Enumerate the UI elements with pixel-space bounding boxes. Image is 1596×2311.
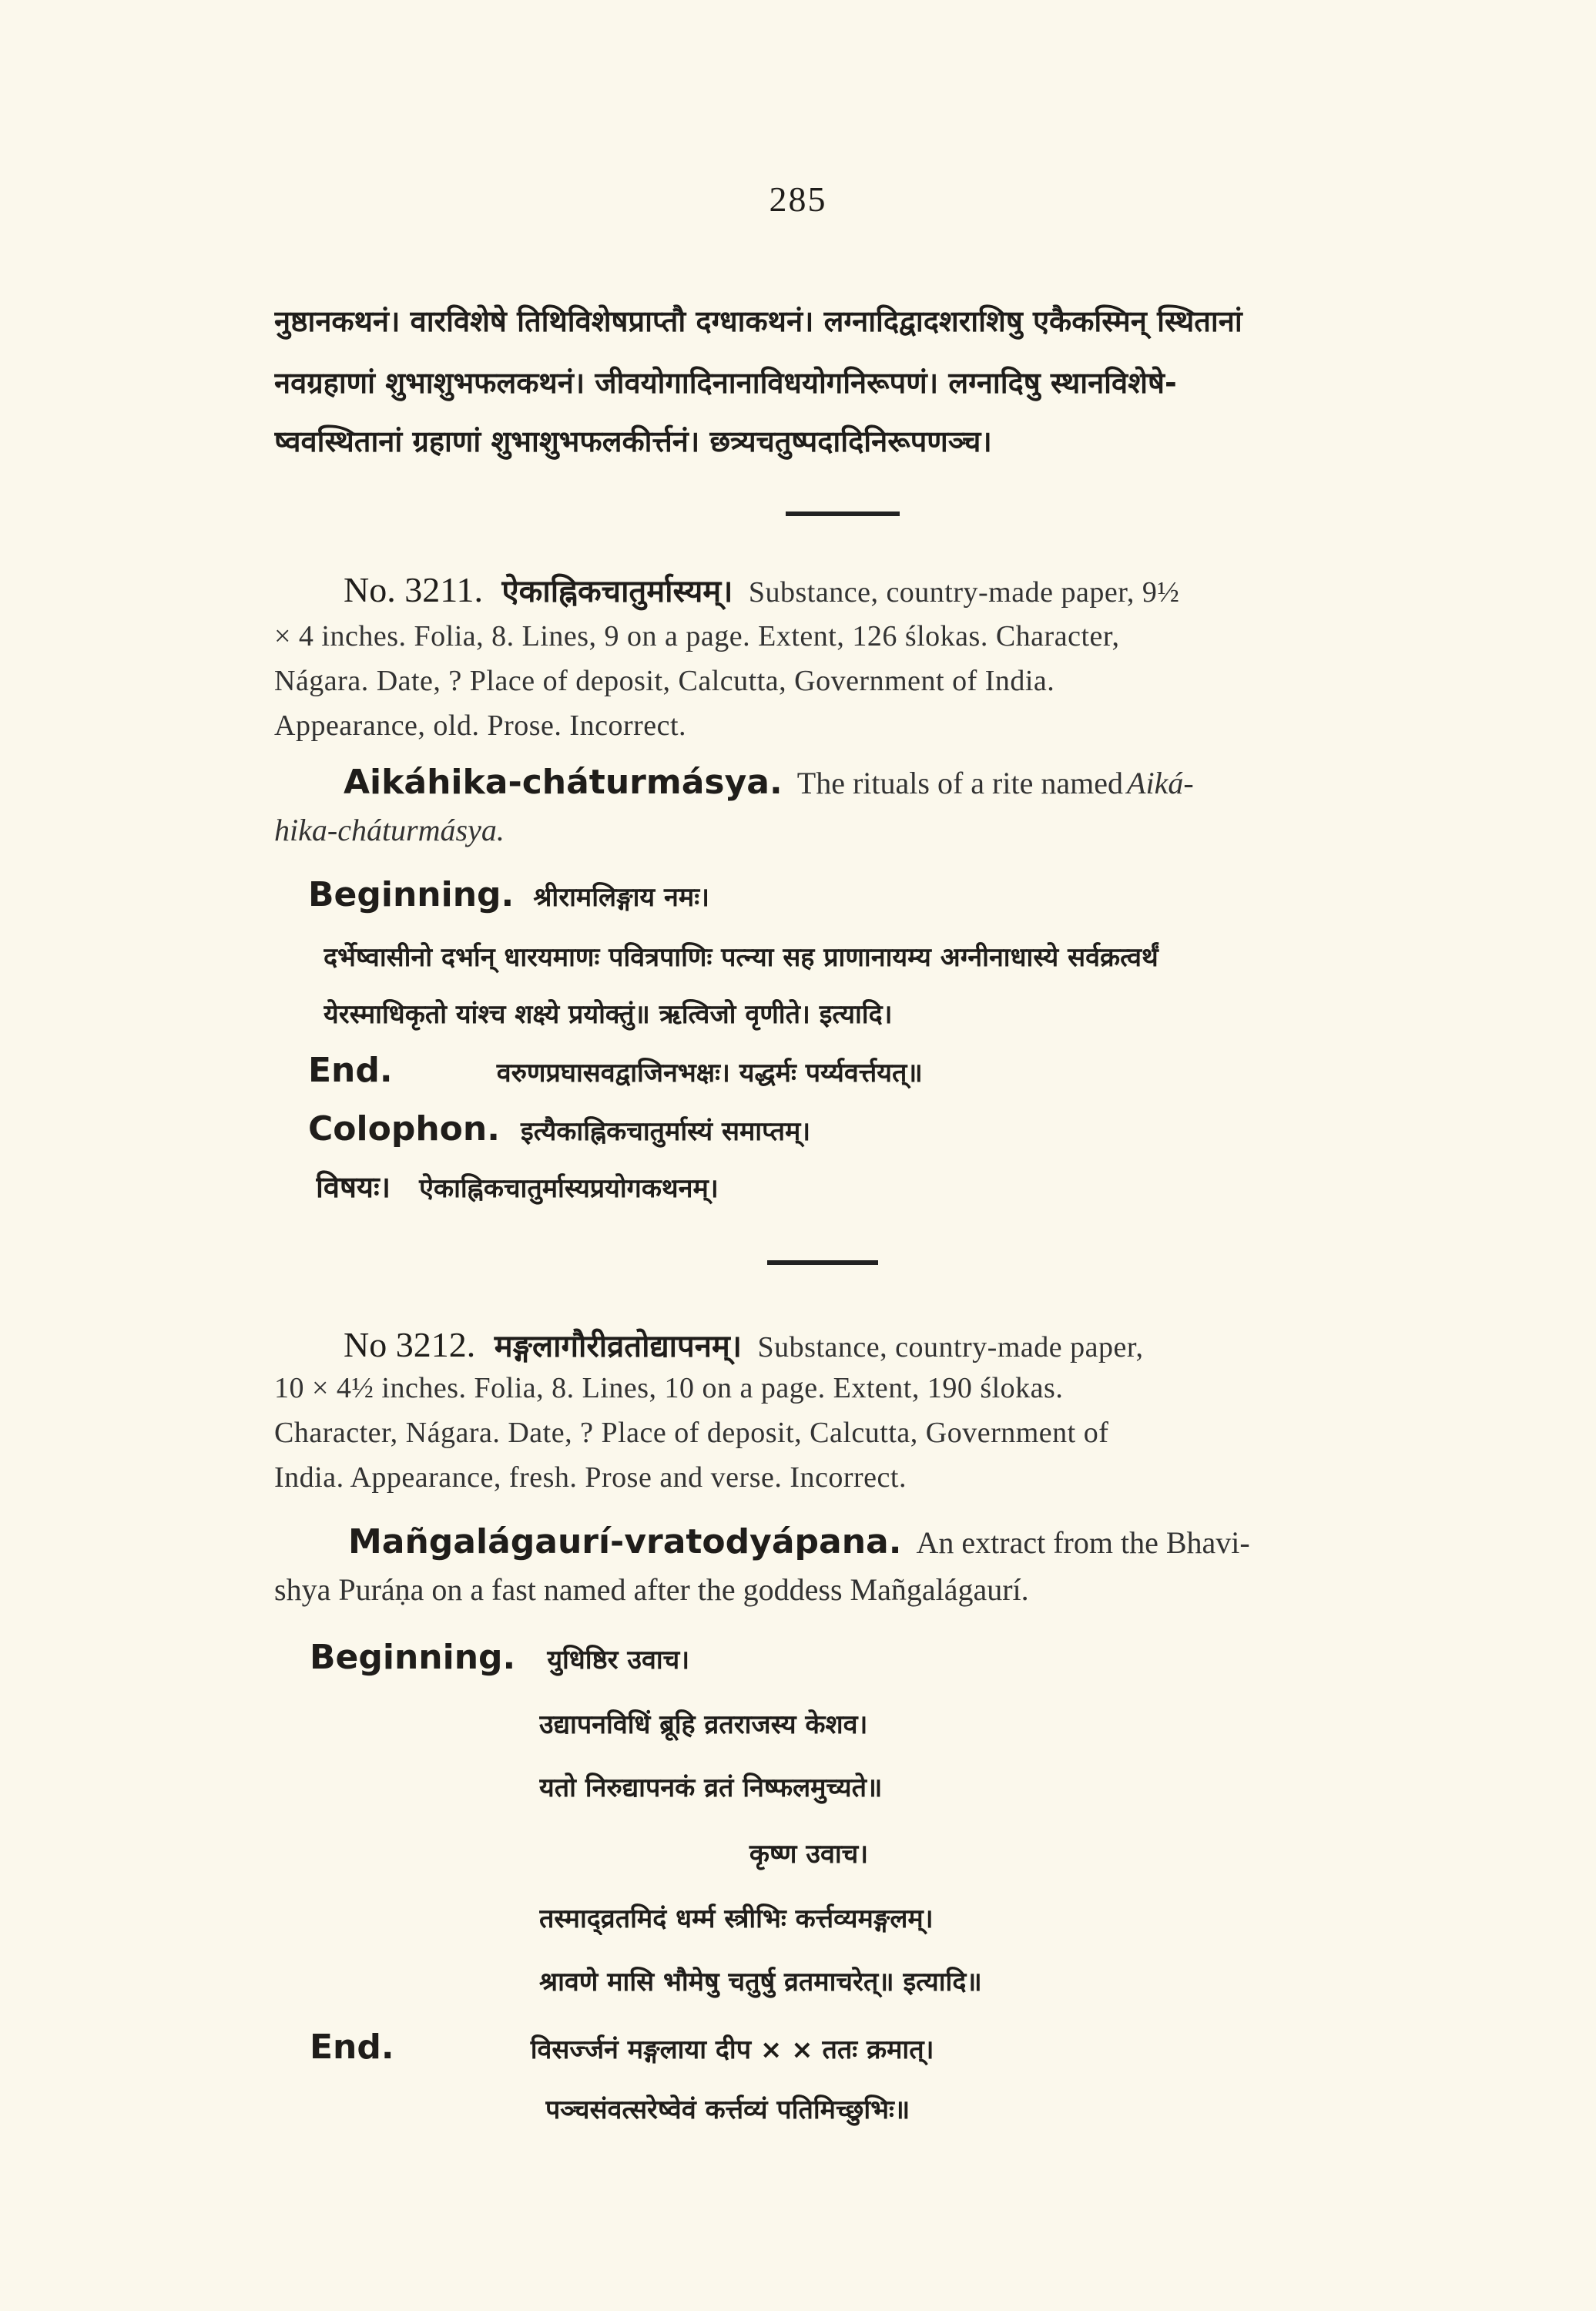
entry-3212-header: [344, 1323, 1427, 1366]
entry-3211-title-line: [344, 763, 1427, 802]
entry-3212-title-line: [348, 1522, 1427, 1561]
end-verse-1: विसर्ज्जनं मङ्गलाया दीप × × ततः क्रमात्।: [530, 2034, 934, 2065]
colophon-row: [308, 1109, 1427, 1149]
intro-line-1: नुष्ठानकथनं। वारविशेषे तिथिविशेषप्राप्तौ दग्धाकथनं। लग्नादिद्वादशराशिषु एकैकस्मिन् स्थितानां: [274, 304, 1242, 338]
subject-text: ऐकाह्निकचातुर्मास्यप्रयोगकथनम्।: [419, 1173, 719, 1204]
section-divider: [767, 1260, 878, 1265]
colophon-label: Colophon.: [308, 1109, 500, 1149]
subject-label: विषयः।: [316, 1170, 391, 1204]
subject-row: [316, 1166, 1427, 1206]
beginning-text: युधिष्ठिर उवाच।: [547, 1645, 690, 1675]
beginning-label: Beginning.: [310, 1638, 516, 1677]
end-row: [310, 2028, 1427, 2067]
entry-title-desc-cont: shya Puráṇa on a fast named after the goddess Mañgalágaurí.: [274, 1572, 1029, 1607]
entry-title-italic-cont: hika-cháturmásya.: [274, 813, 505, 847]
entry-desc-first: Substance, country-made paper, 9½: [748, 576, 1180, 609]
entry-title-desc: The rituals of a rite named: [796, 766, 1123, 800]
end-row: [308, 1051, 1427, 1090]
end-text: वरुणप्रघासवद्वाजिनभक्षः। यद्धर्मः पर्य्यवर्त्तयत्॥: [496, 1058, 923, 1088]
beginning-row: [308, 875, 1427, 914]
beginning-line: दर्भेष्वासीनो दर्भान् धारयमाणः पवित्रपाणिः पत्न्या सह प्राणानायम्य अग्नीनाधास्ये सर्वक्रत्वर्थं: [324, 942, 1158, 973]
verse-line: यतो निरुद्यापनकं व्रतं निष्फलमुच्यते॥: [539, 1773, 883, 1803]
entry-3211-header: [344, 569, 1427, 611]
verse-line: श्रावणे मासि भौमेषु चतुर्षु व्रतमाचरेत्॥ इत्यादि॥: [539, 1967, 982, 1997]
entry-sanskrit-title: ऐकाह्निकचातुर्मास्यम्।: [501, 574, 733, 609]
entry-number: No. 3211.: [344, 570, 484, 609]
entry-desc-line: 10 × 4½ inches. Folia, 8. Lines, 10 on a page. Extent, 190 ślokas.: [274, 1372, 1064, 1404]
verse-line: तस्माद्व्रतमिदं धर्म्म स्त्रीभिः कर्त्तव्यमङ्गलम्।: [539, 1903, 934, 1934]
intro-line-3: ष्ववस्थितानां ग्रहाणां शुभाशुभफलकीर्त्तनं। छत्र्यचतुष्पदादिनिरूपणञ्च।: [274, 424, 992, 458]
beginning-row: [310, 1638, 1427, 1677]
entry-title: Aikáhika-cháturmásya.: [344, 763, 783, 802]
colophon-text: इत्यैकाह्निकचातुर्मास्यं समाप्तम्।: [521, 1116, 811, 1147]
intro-line-2: नवग्रहाणां शुभाशुभफलकथनं। जीवयोगादिनानाविधयोगनिरूपणं। लग्नादिषु स्थानविशेषे-: [274, 366, 1177, 400]
end-label: End.: [308, 1051, 393, 1090]
entry-desc-line: Character, Nágara. Date, ? Place of deposit, Calcutta, Government of: [274, 1417, 1109, 1449]
entry-desc-line: Nágara. Date, ? Place of deposit, Calcutta, Government of India.: [274, 665, 1055, 697]
section-divider: [786, 512, 900, 516]
entry-desc-line: × 4 inches. Folia, 8. Lines, 9 on a page. Extent, 126 ślokas. Character,: [274, 620, 1120, 652]
entry-sanskrit-title: मङ्गलागौरीव्रतोद्यापनम्।: [494, 1329, 743, 1364]
entry-title-desc: An extract from the Bhavi-: [916, 1525, 1250, 1560]
end-verse-2: पञ्चसंवत्सरेष्वेवं कर्त्तव्यं पतिमिच्छुभिः॥: [545, 2095, 910, 2125]
verse-line: कृष्ण उवाच।: [749, 1839, 869, 1870]
beginning-label: Beginning.: [308, 875, 515, 914]
entry-desc-line: Appearance, old. Prose. Incorrect.: [274, 709, 687, 742]
verse-line: उद्यापनविधिं ब्रूहि व्रतराजस्य केशव।: [539, 1709, 868, 1740]
entry-number: No 3212.: [344, 1325, 476, 1364]
entry-title-italic: Aiká-: [1127, 766, 1194, 800]
end-label: End.: [310, 2028, 394, 2067]
beginning-text: श्रीरामलिङ्गाय नमः।: [533, 882, 709, 913]
entry-title: Mañgalágaurí-vratodyápana.: [348, 1522, 902, 1561]
entry-desc-line: India. Appearance, fresh. Prose and verse. Incorrect.: [274, 1461, 907, 1494]
entry-desc-first: Substance, country-made paper,: [757, 1331, 1144, 1363]
beginning-line: येरस्माधिकृतो यांश्च शक्ष्ये प्रयोक्तुं॥ ऋत्विजो वृणीते। इत्यादि।: [324, 999, 893, 1030]
page-number: 285: [769, 179, 827, 219]
